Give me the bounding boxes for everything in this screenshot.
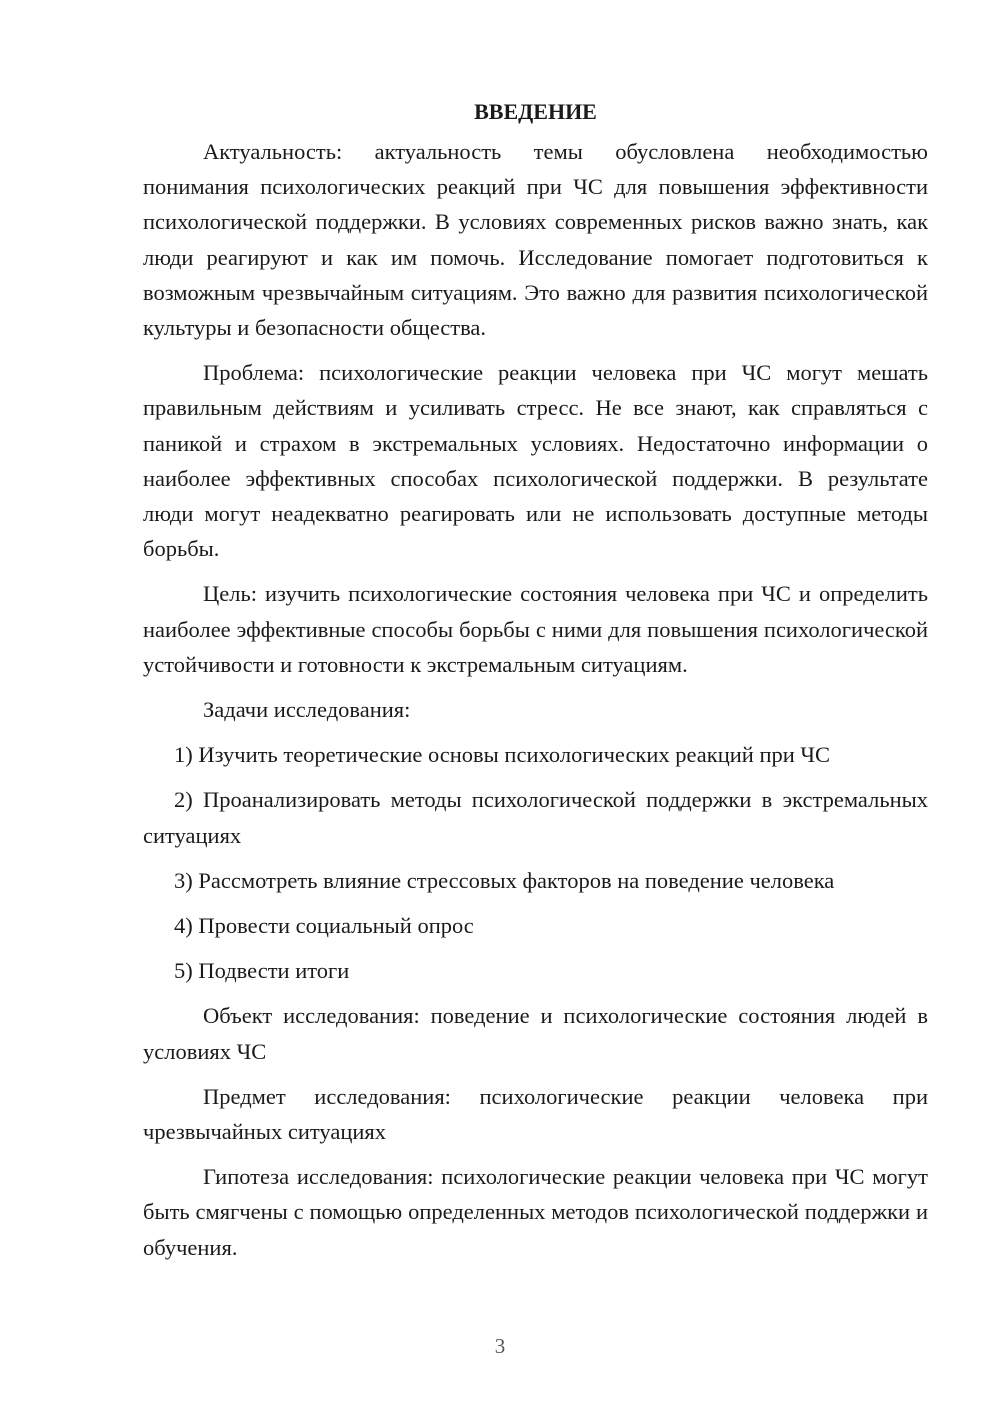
page-title: ВВЕДЕНИЕ [474,99,597,124]
goal-paragraph: Цель: изучить психологические состояния человека при ЧС и определить наиболее эффективные способы борьбы с ними для повышения психологической устойчивости и готовности к экстремальным ситуациям. [143,581,928,677]
task-item-5: 5) Подвести итоги [174,958,350,984]
page-number: 3 [494,1334,506,1358]
object-paragraph: Объект исследования: поведение и психологические состояния людей в условиях ЧС [143,1003,928,1064]
document-page [143,94,928,1265]
subject-paragraph: Предмет исследования: психологические реакции человека при чрезвычайных ситуациях [143,1083,928,1145]
hypothesis-paragraph: Гипотеза исследования: психологические реакции человека при ЧС могут быть смягчены с помощью определенных методов психологической поддержки и обучения. [143,1164,928,1260]
task-item-3: 3) Рассмотреть влияние стрессовых факторов на поведение человека [174,867,835,893]
task-item-1: 1) Изучить теоретические основы психологических реакций при ЧС [174,742,831,768]
relevance-paragraph: Актуальность: актуальность темы обусловлена необходимостью понимания психологических реакций при ЧС для повышения эффективности психологической поддержки. В условиях современных рисков важно знать, как люди реагируют и как им помочь. Исследование помогает подготовиться к возможным чрезвычайным ситуациям. Это важно для развития психологической культуры и безопасности общества. [143,139,928,341]
task-item-2: 2) Проанализировать методы психологической поддержки в экстремальных ситуациях [143,787,928,848]
task-item-4: 4) Провести социальный опрос [174,913,474,939]
tasks-heading: Задачи исследования: [203,697,411,723]
problem-paragraph: Проблема: психологические реакции человека при ЧС могут мешать правильным действиям и усиливать стресс. Не все знают, как справляться с паникой и страхом в экстремальных условиях. Недостаточно информации о наиболее эффективных способах психологической поддержки. В результате люди могут неадекватно реагировать или не использовать доступные методы борьбы. [143,360,928,562]
